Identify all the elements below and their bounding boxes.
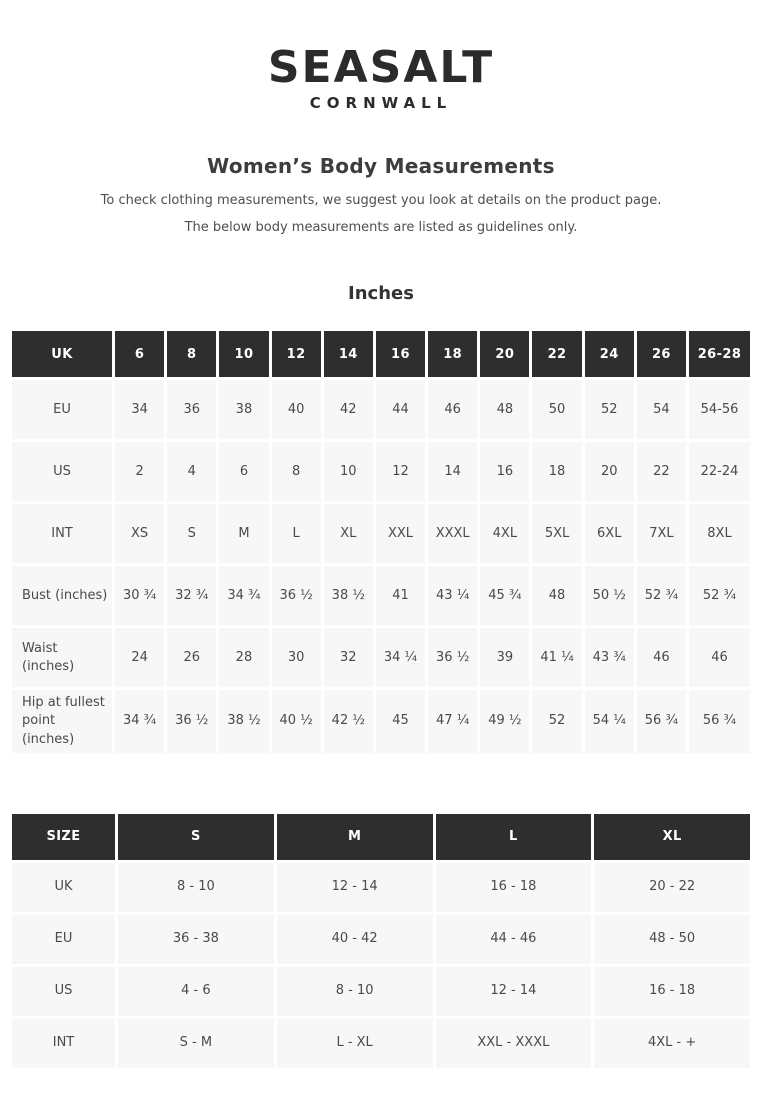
table-cell: 34 ¾: [115, 690, 164, 753]
intro-line-2: The below body measurements are listed as guidelines only.: [184, 219, 578, 235]
column-header: S: [118, 814, 274, 860]
table-cell: 24: [115, 628, 164, 687]
table-cell: 16 - 18: [594, 967, 750, 1016]
table-cell: 41 ¼: [532, 628, 581, 687]
column-header: 26-28: [689, 331, 750, 377]
table-cell: 34 ¼: [376, 628, 425, 687]
table-cell: 6XL: [585, 504, 634, 563]
table-cell: XS: [115, 504, 164, 563]
row-label: EU: [12, 380, 112, 439]
table-cell: 42 ½: [324, 690, 373, 753]
row-label: UK: [12, 863, 115, 912]
table-cell: XXL: [376, 504, 425, 563]
table-cell: XXXL: [428, 504, 477, 563]
table-cell: 16: [480, 442, 529, 501]
table-cell: 47 ¼: [428, 690, 477, 753]
table-cell: 50: [532, 380, 581, 439]
column-header: 10: [219, 331, 268, 377]
column-header: 22: [532, 331, 581, 377]
table-cell: 4 - 6: [118, 967, 274, 1016]
column-header: 26: [637, 331, 686, 377]
table-cell: 48: [532, 566, 581, 625]
table-cell: 22: [637, 442, 686, 501]
table-cell: 56 ¾: [689, 690, 750, 753]
table-cell: 56 ¾: [637, 690, 686, 753]
row-label: US: [12, 967, 115, 1016]
table-cell: 14: [428, 442, 477, 501]
column-header: 20: [480, 331, 529, 377]
intro-line-1: To check clothing measurements, we suggest you look at details on the product page.: [100, 193, 662, 209]
column-header: SIZE: [12, 814, 115, 860]
table-cell: 7XL: [637, 504, 686, 563]
table-cell: S: [167, 504, 216, 563]
table-cell: L - XL: [277, 1019, 433, 1068]
table-cell: 36 - 38: [118, 915, 274, 964]
table-cell: XL: [324, 504, 373, 563]
table-cell: 50 ½: [585, 566, 634, 625]
table-cell: 40 - 42: [277, 915, 433, 964]
brand-name: SEASALT: [267, 42, 495, 93]
table-cell: 18: [532, 442, 581, 501]
table-cell: 6: [219, 442, 268, 501]
table-cell: 43 ¼: [428, 566, 477, 625]
page-title: Women’s Body Measurements: [207, 154, 555, 179]
brand-subname: CORNWALL: [309, 94, 453, 113]
table-cell: 12 - 14: [436, 967, 592, 1016]
table-cell: 36 ½: [272, 566, 321, 625]
table-cell: 30: [272, 628, 321, 687]
table-cell: 44: [376, 380, 425, 439]
table-cell: 30 ¾: [115, 566, 164, 625]
table-cell: 32 ¾: [167, 566, 216, 625]
table-cell: 34 ¾: [219, 566, 268, 625]
table-cell: 38: [219, 380, 268, 439]
table-cell: 54: [637, 380, 686, 439]
column-header: XL: [594, 814, 750, 860]
column-header: 6: [115, 331, 164, 377]
table-cell: 46: [637, 628, 686, 687]
table-cell: 5XL: [532, 504, 581, 563]
table-cell: 32: [324, 628, 373, 687]
table-cell: 48: [480, 380, 529, 439]
column-header: 8: [167, 331, 216, 377]
table-cell: 16 - 18: [436, 863, 592, 912]
table-cell: 8 - 10: [118, 863, 274, 912]
table-cell: 8XL: [689, 504, 750, 563]
table-cell: 34: [115, 380, 164, 439]
column-header: 16: [376, 331, 425, 377]
table-cell: 4XL - +: [594, 1019, 750, 1068]
table-cell: 20: [585, 442, 634, 501]
brand-logo: [0, 0, 762, 112]
table-cell: 38 ½: [324, 566, 373, 625]
body-measurements-table: [12, 331, 750, 753]
table-cell: 46: [428, 380, 477, 439]
row-label: US: [12, 442, 112, 501]
table-cell: 52 ¾: [637, 566, 686, 625]
column-header: 24: [585, 331, 634, 377]
table-cell: 28: [219, 628, 268, 687]
table-cell: 12 - 14: [277, 863, 433, 912]
table-cell: 40: [272, 380, 321, 439]
table-cell: S - M: [118, 1019, 274, 1068]
table-cell: 8 - 10: [277, 967, 433, 1016]
row-label: EU: [12, 915, 115, 964]
column-header: UK: [12, 331, 112, 377]
row-label: INT: [12, 504, 112, 563]
table-cell: 41: [376, 566, 425, 625]
table-cell: 52 ¾: [689, 566, 750, 625]
table-cell: 52: [585, 380, 634, 439]
table-cell: 44 - 46: [436, 915, 592, 964]
table-cell: 20 - 22: [594, 863, 750, 912]
table-cell: 22-24: [689, 442, 750, 501]
table-cell: 39: [480, 628, 529, 687]
table-cell: 48 - 50: [594, 915, 750, 964]
row-label: Hip at fullest point (inches): [12, 690, 112, 753]
table-cell: 43 ¾: [585, 628, 634, 687]
row-label: Bust (inches): [12, 566, 112, 625]
column-header: L: [436, 814, 592, 860]
column-header: 14: [324, 331, 373, 377]
table-cell: 49 ½: [480, 690, 529, 753]
table-cell: XXL - XXXL: [436, 1019, 592, 1068]
table-cell: L: [272, 504, 321, 563]
table-cell: 36 ½: [167, 690, 216, 753]
table-cell: 4XL: [480, 504, 529, 563]
table-cell: 54-56: [689, 380, 750, 439]
table-cell: 12: [376, 442, 425, 501]
table-cell: 46: [689, 628, 750, 687]
column-header: 12: [272, 331, 321, 377]
table-cell: 38 ½: [219, 690, 268, 753]
units-heading: Inches: [348, 283, 414, 305]
table-cell: M: [219, 504, 268, 563]
table-cell: 10: [324, 442, 373, 501]
table-cell: 42: [324, 380, 373, 439]
table-cell: 36 ½: [428, 628, 477, 687]
grouped-size-table: [12, 814, 750, 1068]
row-label: INT: [12, 1019, 115, 1068]
column-header: M: [277, 814, 433, 860]
table-cell: 40 ½: [272, 690, 321, 753]
table-cell: 54 ¼: [585, 690, 634, 753]
table-cell: 26: [167, 628, 216, 687]
table-cell: 45: [376, 690, 425, 753]
table-cell: 4: [167, 442, 216, 501]
table-cell: 52: [532, 690, 581, 753]
row-label: Waist (inches): [12, 628, 112, 687]
table-cell: 36: [167, 380, 216, 439]
table-cell: 45 ¾: [480, 566, 529, 625]
table-cell: 8: [272, 442, 321, 501]
table-cell: 2: [115, 442, 164, 501]
column-header: 18: [428, 331, 477, 377]
